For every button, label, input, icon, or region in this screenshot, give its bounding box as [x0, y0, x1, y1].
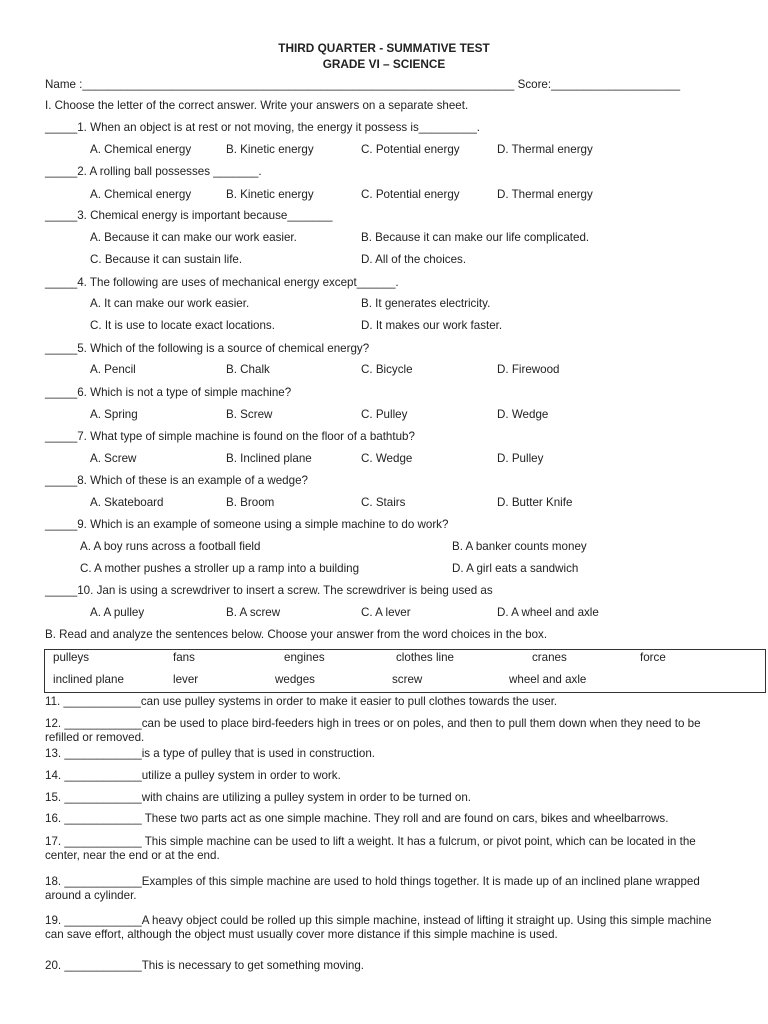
- option: C. Potential energy: [361, 143, 460, 156]
- question-8: _____8. Which of these is an example of a wedge?: [45, 474, 308, 487]
- option: C. It is use to locate exact locations.: [90, 319, 275, 332]
- option: A. Because it can make our work easier.: [90, 231, 297, 244]
- word-choice: fans: [173, 651, 195, 664]
- option: D. It makes our work faster.: [361, 319, 503, 332]
- option: B. Screw: [226, 408, 273, 421]
- option: C. Stairs: [361, 496, 406, 509]
- word-choice: wedges: [275, 673, 315, 686]
- word-choice: lever: [173, 673, 199, 686]
- option: C. A mother pushes a stroller up a ramp into a building: [80, 562, 360, 575]
- word-choices-box: [44, 649, 766, 693]
- option: C. Because it can sustain life.: [90, 253, 243, 266]
- option: A. Skateboard: [90, 496, 164, 509]
- option: A. Spring: [90, 408, 138, 421]
- question-9: _____9. Which is an example of someone using a simple machine to do work?: [45, 518, 449, 531]
- question-7: _____7. What type of simple machine is found on the floor of a bathtub?: [45, 430, 415, 443]
- word-choice: pulleys: [53, 651, 90, 664]
- word-choice: clothes line: [396, 651, 455, 664]
- fill-item-11: 11. ____________can use pulley systems in order to make it easier to pull clothes towards the user.: [45, 695, 558, 708]
- word-choice: screw: [392, 673, 423, 686]
- fill-item-20: 20. ____________This is necessary to get something moving.: [45, 959, 365, 972]
- fill-item-17: 17. ____________ This simple machine can be used to lift a weight. It has a fulcrum, or pivot point, which can be located in the center, near the end or at the end.: [45, 835, 696, 862]
- test-title: THIRD QUARTER - SUMMATIVE TEST: [278, 41, 490, 55]
- word-choice: cranes: [532, 651, 567, 664]
- option: D. Thermal energy: [497, 143, 593, 156]
- word-choice: force: [640, 651, 666, 664]
- option: B. A banker counts money: [452, 540, 587, 553]
- option: B. Because it can make our life complicated.: [361, 231, 590, 244]
- option: A. It can make our work easier.: [90, 297, 250, 310]
- fill-item-15: 15. ____________with chains are utilizing a pulley system in order to be turned on.: [45, 791, 472, 804]
- option: D. Wedge: [497, 408, 549, 421]
- option: C. Wedge: [361, 452, 413, 465]
- option: A. Screw: [90, 452, 137, 465]
- option: B. A screw: [226, 606, 281, 619]
- option: B. Kinetic energy: [226, 188, 314, 201]
- name-score-line: Name :___________________________________________________________________ Score:____________________: [45, 78, 681, 91]
- option: C. Pulley: [361, 408, 408, 421]
- option: D. A girl eats a sandwich: [452, 562, 579, 575]
- part-a-instruction: I. Choose the letter of the correct answer. Write your answers on a separate sheet.: [45, 99, 469, 112]
- question-3: _____3. Chemical energy is important because_______: [45, 209, 333, 222]
- option: B. It generates electricity.: [361, 297, 491, 310]
- question-5: _____5. Which of the following is a source of chemical energy?: [45, 342, 370, 355]
- option: D. Thermal energy: [497, 188, 593, 201]
- option: C. Potential energy: [361, 188, 460, 201]
- option: A. Chemical energy: [90, 143, 192, 156]
- question-6: _____6. Which is not a type of simple machine?: [45, 386, 292, 399]
- option: D. All of the choices.: [361, 253, 467, 266]
- fill-item-19: 19. ____________A heavy object could be rolled up this simple machine, instead of lifting it straight up. Using this simple machine can save effort, although the object must usually cover more distance if this simple machine is used.: [45, 914, 712, 941]
- question-1: _____1. When an object is at rest or not moving, the energy it possess is_________.: [45, 121, 481, 134]
- question-10: _____10. Jan is using a screwdriver to insert a screw. The screwdriver is being used as: [45, 584, 493, 597]
- option: A. A boy runs across a football field: [80, 540, 261, 553]
- option: C. A lever: [361, 606, 411, 619]
- option: D. Pulley: [497, 452, 544, 465]
- part-b-instruction: B. Read and analyze the sentences below. Choose your answer from the word choices in the box.: [45, 628, 548, 641]
- option: A. Chemical energy: [90, 188, 192, 201]
- option: B. Chalk: [226, 363, 270, 376]
- option: B. Broom: [226, 496, 275, 509]
- question-4: _____4. The following are uses of mechanical energy except______.: [45, 276, 399, 289]
- fill-item-18: 18. ____________Examples of this simple machine are used to hold things together. It is made up of an inclined plane wrapped around a cylinder.: [45, 875, 700, 902]
- fill-item-12: 12. ____________can be used to place bird-feeders high in trees or on poles, and then to pull them down when they need to be refilled or removed.: [45, 717, 701, 744]
- fill-item-16: 16. ____________ These two parts act as one simple machine. They roll and are found on cars, bikes and wheelbarrows.: [45, 812, 669, 825]
- test-subtitle: GRADE VI – SCIENCE: [322, 57, 446, 71]
- option: C. Bicycle: [361, 363, 413, 376]
- fill-item-14: 14. ____________utilize a pulley system in order to work.: [45, 769, 341, 782]
- word-choice: inclined plane: [53, 673, 124, 686]
- option: D. Butter Knife: [497, 496, 573, 509]
- word-choice: wheel and axle: [509, 673, 587, 686]
- option: D. Firewood: [497, 363, 560, 376]
- option: D. A wheel and axle: [497, 606, 599, 619]
- word-choice: engines: [284, 651, 325, 664]
- option: A. Pencil: [90, 363, 136, 376]
- option: B. Inclined plane: [226, 452, 312, 465]
- option: B. Kinetic energy: [226, 143, 314, 156]
- fill-item-13: 13. ____________is a type of pulley that is used in construction.: [45, 747, 376, 760]
- question-2: _____2. A rolling ball possesses _______.: [45, 165, 262, 178]
- option: A. A pulley: [90, 606, 145, 619]
